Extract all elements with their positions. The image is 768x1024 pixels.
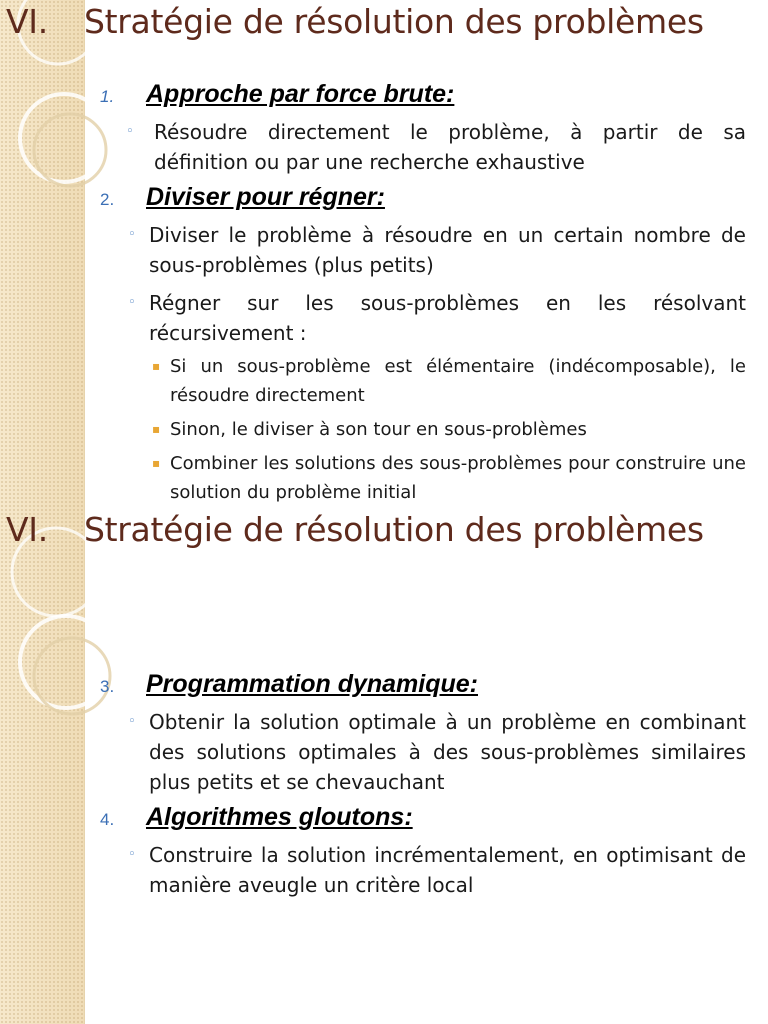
bullet-item [100, 840, 746, 900]
title-text: Stratégie de résolution des problèmes [84, 2, 704, 41]
section-heading-4 [100, 803, 746, 832]
sub-bullet-marker: ▪ [152, 456, 161, 470]
slide-title [6, 510, 766, 549]
bullet-text: Obtenir la solution optimale à un problème en combinant des solutions optimales à des sous-problèmes similaires plus petits et se chevauchant [149, 710, 746, 794]
bullet-item [100, 220, 746, 280]
title-number: VI. [6, 2, 48, 41]
bullet-marker: ◦ [128, 295, 136, 310]
sub-bullet-item [152, 449, 746, 507]
bullet-item [100, 288, 746, 348]
section-number: 2. [100, 190, 115, 209]
bullet-item [100, 707, 746, 797]
bullet-marker: ◦ [128, 714, 136, 729]
bullet-marker: ◦ [128, 227, 136, 242]
section-number: 4. [100, 810, 115, 829]
title-text: Stratégie de résolution des problèmes [84, 510, 704, 549]
bullet-text: Résoudre directement le problème, à partir de sa définition ou par une recherche exhaustive [154, 120, 746, 174]
bullet-text: Diviser le problème à résoudre en un certain nombre de sous-problèmes (plus petits) [149, 223, 746, 277]
section-heading-2 [100, 183, 746, 212]
sub-bullet-marker: ▪ [152, 359, 161, 373]
title-number: VI. [6, 510, 48, 549]
sub-bullet-text: Sinon, le diviser à son tour en sous-problèmes [170, 419, 587, 440]
section-title: Diviser pour régner: [146, 183, 385, 211]
decorative-rings [0, 512, 110, 772]
section-number: 1. [100, 87, 115, 106]
sub-bullet-text: Si un sous-problème est élémentaire (indécomposable), le résoudre directement [170, 356, 746, 406]
bullet-marker: ◦ [126, 124, 134, 139]
sub-bullet-item [152, 415, 746, 444]
section-title: Algorithmes gloutons: [146, 803, 413, 831]
slide-next [0, 512, 768, 1024]
bullet-text: Régner sur les sous-problèmes en les résolvant récursivement : [149, 291, 746, 345]
content-list [100, 670, 746, 900]
bullet-marker: ◦ [128, 847, 136, 862]
section-heading-1 [100, 80, 746, 109]
sub-bullet-list [100, 352, 746, 507]
bullet-text: Construire la solution incrémentalement, en optimisant de manière aveugle un critère local [149, 843, 746, 897]
section-title: Approche par force brute: [146, 80, 455, 108]
section-number: 3. [100, 677, 115, 696]
sub-bullet-text: Combiner les solutions des sous-problèmes pour construire une solution du problème initial [170, 453, 746, 503]
slide-title [6, 2, 766, 41]
bullet-item [100, 117, 746, 177]
sub-bullet-item [152, 352, 746, 410]
sub-bullet-marker: ▪ [152, 422, 161, 436]
section-title: Programmation dynamique: [146, 670, 478, 698]
content-list [100, 80, 746, 507]
section-heading-3 [100, 670, 746, 699]
